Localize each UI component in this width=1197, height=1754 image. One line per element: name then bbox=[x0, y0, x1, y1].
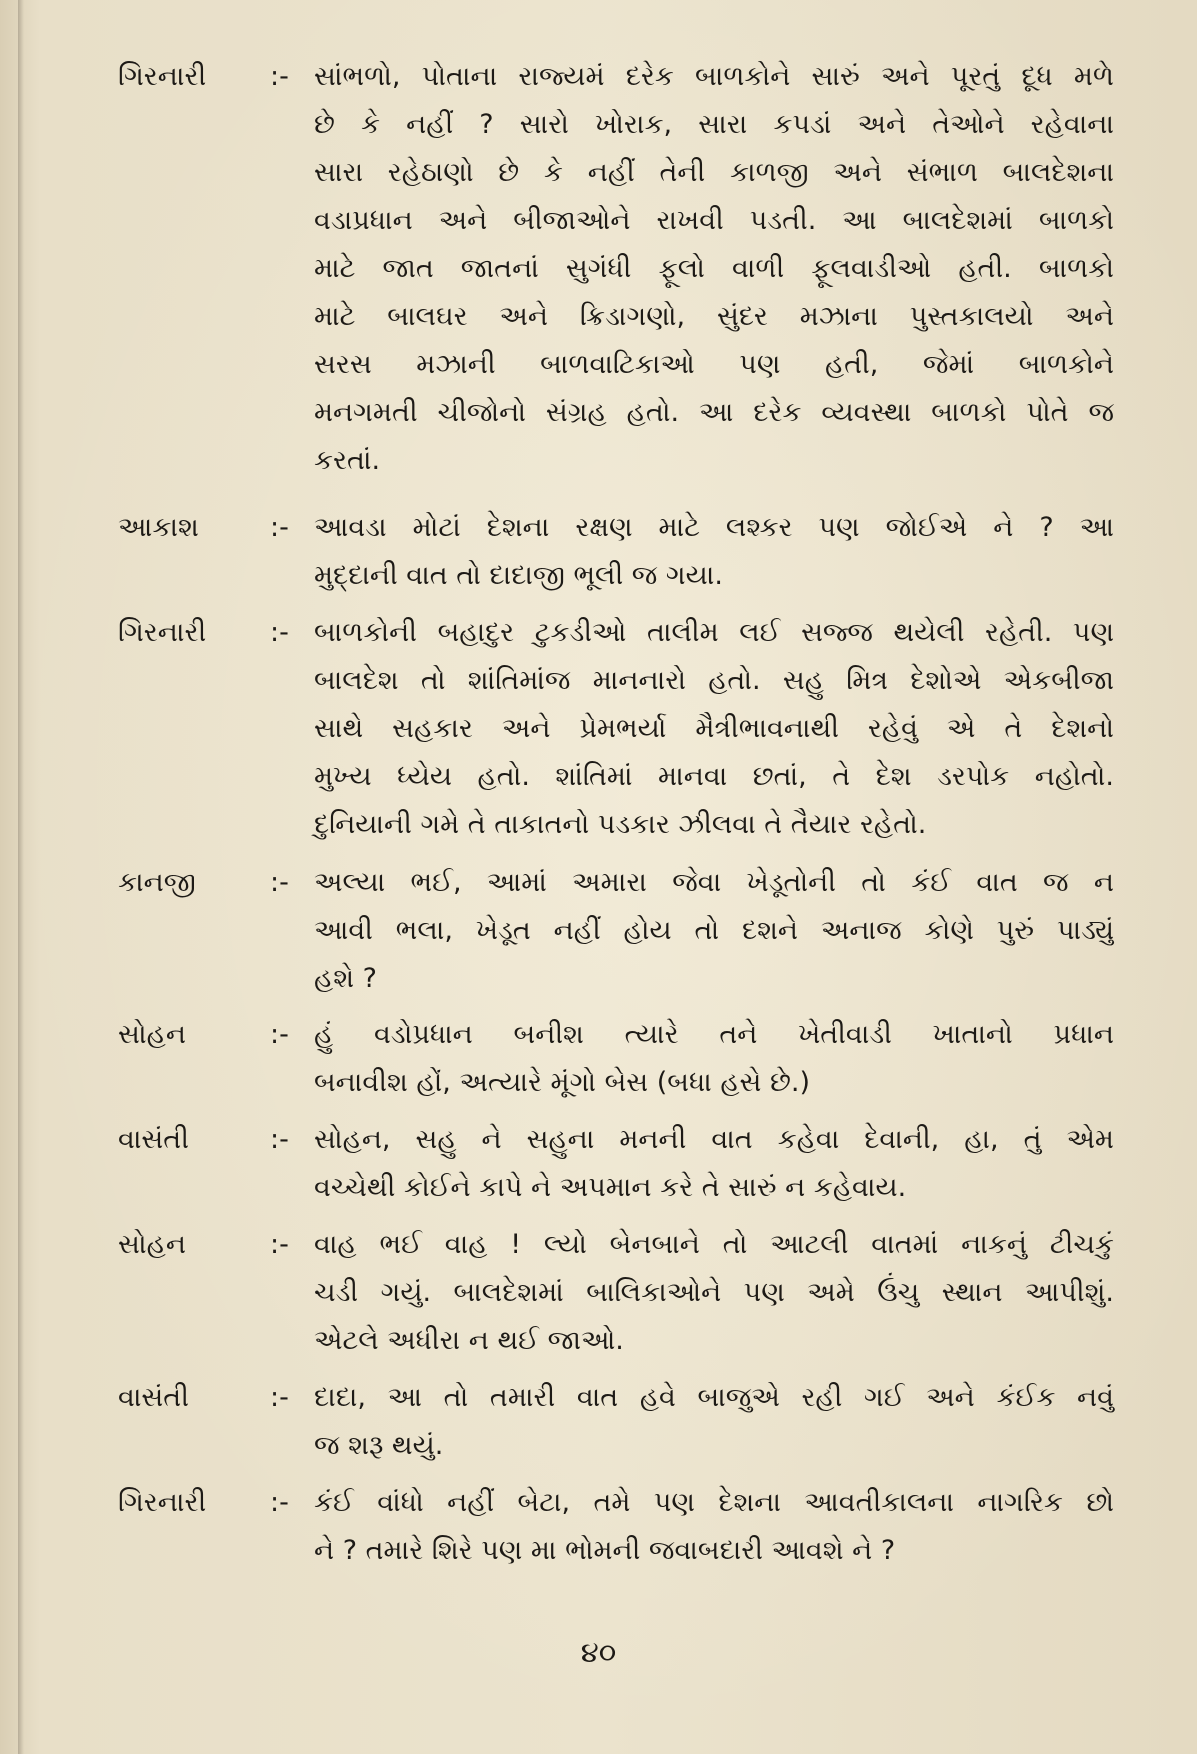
speaker-name: વાસંતી bbox=[118, 1124, 189, 1155]
speech-text bbox=[314, 1125, 1114, 1221]
speech-line: સોહન, સહુ ને સહુના મનની વાત કહેવા દેવાની, હા, તું એમ bbox=[314, 1124, 1114, 1155]
speech-line: દાદા, આ તો તમારી વાત હવે બાજુએ રહી ગઈ અને કંઈક નવું bbox=[314, 1382, 1114, 1413]
speech-line: હશે ? bbox=[314, 963, 377, 994]
speaker-separator: :- bbox=[270, 1124, 289, 1155]
speaker-name: ગિરનારી bbox=[118, 617, 207, 648]
speech-text bbox=[314, 1488, 1114, 1584]
speech-line: દુનિયાની ગમે તે તાકાતનો પડકાર ઝીલવા તે તૈયાર રહેતો. bbox=[314, 809, 927, 840]
speaker-separator: :- bbox=[270, 617, 289, 648]
speech-line: સાંભળો, પોતાના રાજ્યમં દરેક બાળકોને સારું અને પૂરતું દૂધ મળે bbox=[314, 61, 1114, 92]
speech-line: બનાવીશ હોં, અત્યારે મૂંગો બેસ (બધા હસે છે.) bbox=[314, 1067, 810, 1098]
binding-edge bbox=[18, 0, 24, 1754]
speech-text bbox=[314, 513, 1114, 609]
speech-text bbox=[314, 1020, 1114, 1116]
speech-line: વચ્ચેથી કોઈને કાપે ને અપમાન કરે તે સારું ન કહેવાય. bbox=[314, 1172, 907, 1203]
speech-text bbox=[314, 1230, 1114, 1374]
speech-line: બાળકોની બહાદુર ટુકડીઓ તાલીમ લઈ સજ્જ થયેલી રહેતી. પણ bbox=[314, 617, 1114, 648]
speech-line: કંઈ વાંધો નહીં બેટા, તમે પણ દેશના આવતીકાલના નાગરિક છો bbox=[314, 1487, 1114, 1518]
speech-line: મનગમતી ચીજોનો સંગ્રહ હતો. આ દરેક વ્યવસ્થા બાળકો પોતે જ bbox=[314, 397, 1114, 428]
speech-line: જ શરૂ થયું. bbox=[314, 1430, 444, 1461]
speech-text bbox=[314, 62, 1114, 494]
speech-line: બાલદેશ તો શાંતિમાંજ માનનારો હતો. સહુ મિત્ર દેશોએ એકબીજા bbox=[314, 665, 1114, 696]
speaker-name: સોહન bbox=[118, 1229, 186, 1260]
speaker-name: ગિરનારી bbox=[118, 61, 207, 92]
speaker-name: વાસંતી bbox=[118, 1382, 189, 1413]
speaker-name: આકાશ bbox=[118, 512, 199, 543]
speech-text bbox=[314, 618, 1114, 858]
speech-line: મુખ્ય ધ્યેય હતો. શાંતિમાં માનવા છતાં, તે દેશ ડરપોક નહોતો. bbox=[314, 761, 1114, 792]
speaker-separator: :- bbox=[270, 1229, 289, 1260]
speech-text bbox=[314, 1383, 1114, 1479]
speech-line: મુદ્દાની વાત તો દાદાજી ભૂલી જ ગયા. bbox=[314, 560, 723, 591]
speech-line: ને ? તમારે શિરે પણ મા ભોમની જવાબદારી આવશે ને ? bbox=[314, 1535, 896, 1566]
speech-line: વાહ ભઈ વાહ ! લ્યો બેનબાને તો આટલી વાતમાં નાકનું ટીચકું bbox=[314, 1229, 1114, 1260]
speech-line: ચડી ગયું. બાલદેશમાં બાલિકાઓને પણ અમે ઉંચુ સ્થાન આપીશું. bbox=[314, 1277, 1114, 1308]
speaker-separator: :- bbox=[270, 61, 289, 92]
speech-line: એટલે અધીરા ન થઈ જાઓ. bbox=[314, 1325, 624, 1356]
speaker-separator: :- bbox=[270, 1382, 289, 1413]
speech-line: કરતાં. bbox=[314, 445, 381, 476]
speaker-separator: :- bbox=[270, 1019, 289, 1050]
speech-line: માટે જાત જાતનાં સુગંધી ફૂલો વાળી ફૂલવાડીઓ હતી. બાળકો bbox=[314, 253, 1114, 284]
speech-line: સરસ મઝાની બાળવાટિકાઓ પણ હતી, જેમાં બાળકોને bbox=[314, 349, 1114, 380]
speech-line: અલ્યા ભઈ, આમાં અમારા જેવા ખેડૂતોની તો કંઈ વાત જ ન bbox=[314, 867, 1114, 898]
speech-line: વડાપ્રધાન અને બીજાઓને રાખવી પડતી. આ બાલદેશમાં બાળકો bbox=[314, 205, 1114, 236]
speaker-separator: :- bbox=[270, 512, 289, 543]
speaker-name: કાનજી bbox=[118, 867, 196, 898]
speech-line: છે કે નહીં ? સારો ખોરાક, સારા કપડાં અને તેઓને રહેવાના bbox=[314, 109, 1114, 140]
page-number: ૪૦ bbox=[580, 1635, 617, 1669]
speech-text bbox=[314, 868, 1114, 1012]
speaker-separator: :- bbox=[270, 1487, 289, 1518]
speech-line: સારા રહેઠાણો છે કે નહીં તેની કાળજી અને સંભાળ બાલદેશના bbox=[314, 157, 1114, 188]
speech-line: માટે બાલઘર અને ક્રિડાગણો, સુંદર મઝાના પુસ્તકાલયો અને bbox=[314, 301, 1114, 332]
speaker-name: સોહન bbox=[118, 1019, 186, 1050]
speech-line: હું વડોપ્રધાન બનીશ ત્યારે તને ખેતીવાડી ખાતાનો પ્રધાન bbox=[314, 1019, 1114, 1050]
speaker-separator: :- bbox=[270, 867, 289, 898]
speech-line: આવી ભલા, ખેડૂત નહીં હોય તો દશને અનાજ કોણે પુરું પાડ્યું bbox=[314, 915, 1114, 946]
speech-line: આવડા મોટાં દેશના રક્ષણ માટે લશ્કર પણ જોઈએ ને ? આ bbox=[314, 512, 1114, 543]
speaker-name: ગિરનારી bbox=[118, 1487, 207, 1518]
speech-line: સાથે સહકાર અને પ્રેમભર્યા મૈત્રીભાવનાથી રહેવું એ તે દેશનો bbox=[314, 713, 1114, 744]
